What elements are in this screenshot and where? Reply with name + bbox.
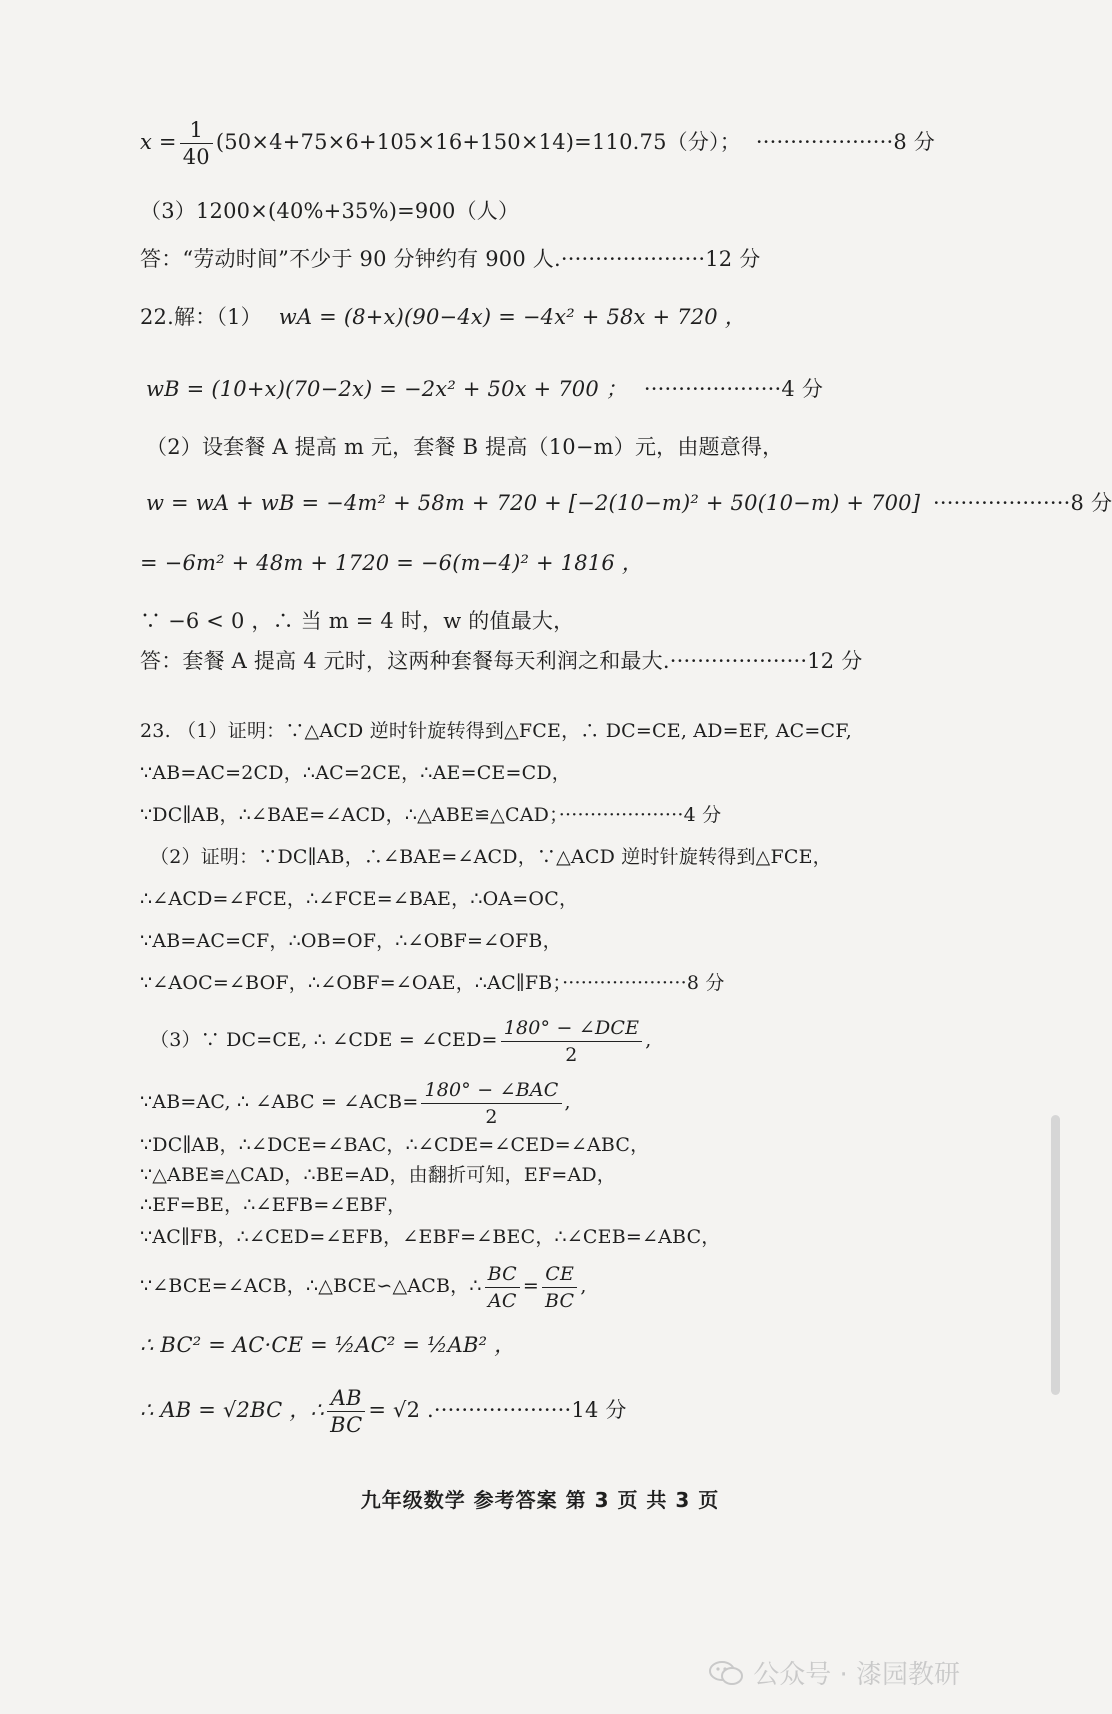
q22-wb-line [146, 374, 823, 404]
q21-answer: 答：“劳动时间”不少于 90 分钟约有 900 人.·····················12 分 [140, 247, 761, 271]
q23-3d: ∵△ABE≌△CAD，∴BE=AD，由翻折可知，EF=AD， [140, 1164, 616, 1186]
q22-max: ∵ −6 < 0 ，∴ 当 m = 4 时，w 的值最大， [140, 609, 575, 633]
q23-3b-fraction [421, 1077, 561, 1130]
q21-part3: （3）1200×(40%+35%)=900（人） [140, 199, 520, 223]
q22-answer: 答：套餐 A 提高 4 元时，这两种套餐每天利润之和最大.····················12 分 [140, 649, 863, 673]
watermark [709, 1654, 960, 1691]
q23-2c: ∵AB=AC=CF，∴OB=OF，∴∠OBF=∠OFB， [140, 930, 562, 952]
q23-3i [140, 1380, 627, 1440]
q23-3b-den: 2 [485, 1105, 498, 1128]
q22-wb: wB = (10+x)(70−2x) = −2x² + 50x + 700 ； [146, 377, 627, 401]
q23-3f: ∵AC∥FB，∴∠CED=∠EFB，∠EBF=∠BEC，∴∠CEB=∠ABC， [140, 1226, 721, 1248]
q23-3i-fn: AB [327, 1385, 365, 1412]
q23-3i-fd: BC [330, 1413, 363, 1437]
q23-3a: （3）∵ DC=CE, ∴ ∠CDE = ∠CED= $\frac{\text{180° − ∠DCE}}{2}$ , [150, 1016, 652, 1066]
q23-3g-frac2 [542, 1261, 577, 1314]
q21-mean-body: (50×4+75×6+105×16+150×14)=110.75（分）； [215, 130, 741, 154]
q23-3b-pre: ∵AB=AC, ∴ ∠ABC = ∠ACB= [140, 1091, 419, 1113]
scrollbar-thumb[interactable] [1051, 1115, 1060, 1395]
q22-part2: （2）设套餐 A 提高 m 元，套餐 B 提高（10−m）元，由题意得， [146, 435, 784, 459]
q23-3g: ∵∠BCE=∠ACB，∴△BCE∽△ACB，∴ $\frac{BC}{AC}$ = $\frac{CE}{BC}$ , [140, 1262, 587, 1312]
q23-3g-frac1 [485, 1261, 520, 1314]
q23-3i-post: = √2 .····················14 分 [368, 1398, 627, 1422]
q22-simplify: = −6m² + 48m + 1720 = −6(m−4)² + 1816 ， [140, 551, 643, 575]
q23-3g-pre: ∵∠BCE=∠ACB，∴△BCE∽△ACB，∴ [140, 1275, 482, 1297]
q21-mean-score: ····················8 分 [755, 130, 935, 154]
q21-mean-line [140, 112, 935, 172]
q21-mean-lhs: x = [140, 130, 177, 154]
q23-1c: ∵DC∥AB，∴∠BAE=∠ACD，∴△ABE≌△CAD；····················4 分 [140, 804, 722, 826]
q23-3a-pre: （3）∵ DC=CE, ∴ ∠CDE = ∠CED= [150, 1029, 498, 1051]
q22-w-score: ····················8 分 [933, 491, 1112, 515]
q23-3a-den: 2 [565, 1043, 578, 1066]
q23-1a: 23. （1）证明：∵△ACD 逆时针旋转得到△FCE，∴ DC=CE, AD=EF, AC=CF, [140, 720, 852, 742]
q23-3g-f2n: CE [542, 1261, 577, 1288]
wechat-icon [709, 1660, 743, 1686]
q23-1b: ∵AB=AC=2CD，∴AC=2CE，∴AE=CE=CD， [140, 762, 571, 784]
q23-3b-num: 180° − ∠BAC [421, 1077, 561, 1104]
q23-3i-pre: ∴ AB = √2BC ，∴ [140, 1398, 325, 1422]
q22-w: w = wA + wB = −4m² + 58m + 720 + [−2(10−m)² + 50(10−m) + 700] [146, 491, 921, 515]
q23-3b: ∵AB=AC, ∴ ∠ABC = ∠ACB= $\frac{\text{180° − ∠BAC}}{2}$ , [140, 1078, 571, 1128]
q23-3g-f1n: BC [485, 1261, 520, 1288]
q23-3e: ∴EF=BE，∴∠EFB=∠EBF， [140, 1194, 407, 1216]
q22-part1 [140, 302, 746, 332]
q23-3a-num: 180° − ∠DCE [501, 1015, 643, 1042]
q23-3a-fraction [501, 1015, 643, 1068]
q22-head: 22.解：（1） [140, 305, 262, 329]
q23-3g-f1d: AC [487, 1289, 517, 1312]
q21-mean-num: 1 [180, 117, 213, 144]
q22-w-line [146, 488, 1112, 518]
page-footer: 九年级数学 参考答案 第 3 页 共 3 页 [360, 1488, 720, 1512]
q22-wb-score: ····················4 分 [643, 377, 824, 401]
q23-2a: （2）证明：∵DC∥AB，∴∠BAE=∠ACD，∵△ACD 逆时针旋转得到△FCE， [150, 846, 832, 868]
q21-mean-den: 40 [182, 145, 210, 169]
q23-3c: ∵DC∥AB，∴∠DCE=∠BAC，∴∠CDE=∠CED=∠ABC， [140, 1134, 650, 1156]
watermark-text: 公众号 · 漆园教研 [753, 1660, 960, 1690]
q23-3g-f2d: BC [545, 1289, 575, 1312]
q23-2b: ∴∠ACD=∠FCE，∴∠FCE=∠BAE，∴OA=OC， [140, 888, 579, 910]
q23-3i-frac [327, 1385, 365, 1438]
q21-mean-fraction [180, 117, 213, 170]
q23-3h: ∴ BC² = AC·CE = ½AC² = ½AB² ， [140, 1333, 516, 1357]
q22-wa: wA = (8+x)(90−4x) = −4x² + 58x + 720 ， [278, 305, 746, 329]
q23-2d: ∵∠AOC=∠BOF，∴∠OBF=∠OAE，∴AC∥FB；····················8 分 [140, 972, 725, 994]
